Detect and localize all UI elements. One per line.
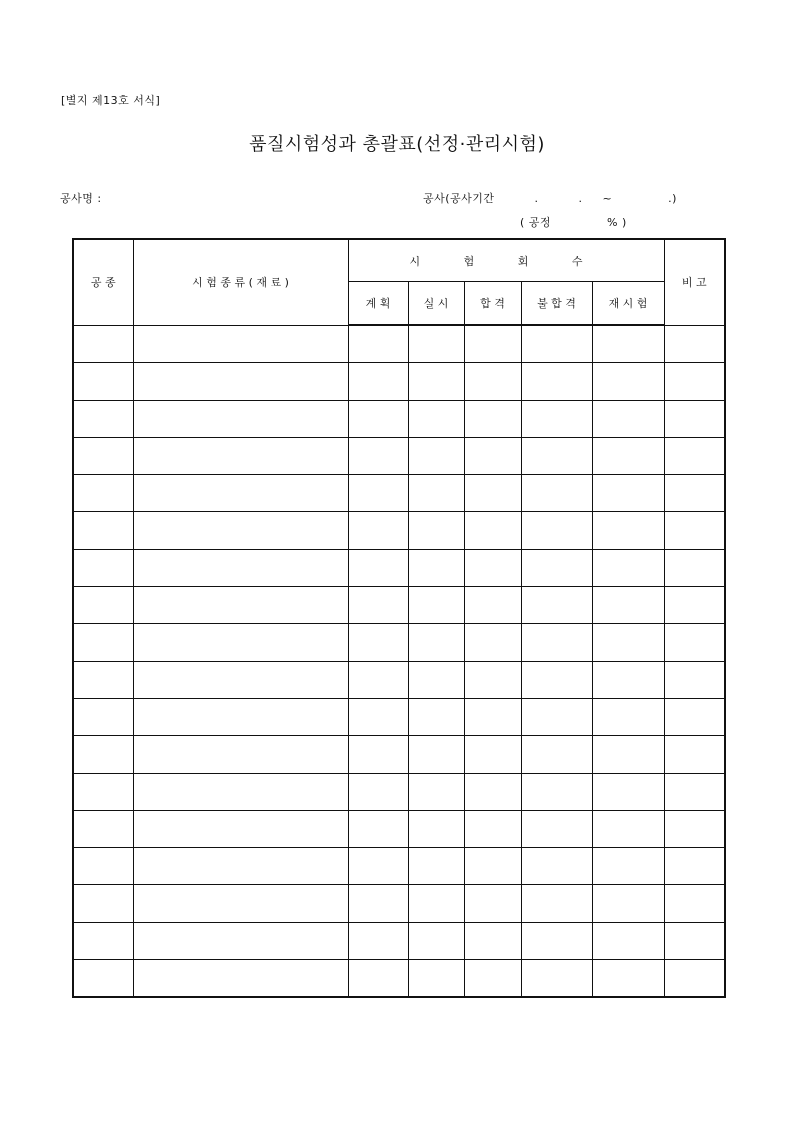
- cell-test-type[interactable]: [133, 512, 348, 549]
- cell-done[interactable]: [408, 773, 464, 810]
- table-row: [73, 549, 725, 586]
- cell-remarks[interactable]: [664, 885, 725, 922]
- cell-plan[interactable]: [348, 549, 408, 586]
- cell-plan[interactable]: [348, 810, 408, 847]
- cell-retest[interactable]: [592, 698, 664, 735]
- cell-fail[interactable]: [521, 549, 592, 586]
- cell-trade[interactable]: [73, 363, 133, 400]
- cell-retest[interactable]: [592, 736, 664, 773]
- table-row: [73, 922, 725, 959]
- header-test-count: 시 험 회 수: [348, 239, 664, 282]
- cell-test-type[interactable]: [133, 475, 348, 512]
- cell-fail[interactable]: [521, 736, 592, 773]
- cell-pass[interactable]: [464, 363, 521, 400]
- cell-retest[interactable]: [592, 325, 664, 363]
- cell-plan[interactable]: [348, 363, 408, 400]
- cell-pass[interactable]: [464, 624, 521, 661]
- cell-plan[interactable]: [348, 736, 408, 773]
- cell-pass[interactable]: [464, 437, 521, 474]
- cell-retest[interactable]: [592, 512, 664, 549]
- progress-label: ( 공정 % ): [520, 216, 627, 229]
- table-row: [73, 885, 725, 922]
- cell-fail[interactable]: [521, 587, 592, 624]
- cell-fail[interactable]: [521, 810, 592, 847]
- cell-test-type[interactable]: [133, 661, 348, 698]
- test-results-table: [72, 238, 726, 998]
- table-row: [73, 848, 725, 885]
- cell-plan[interactable]: [348, 773, 408, 810]
- cell-test-type[interactable]: [133, 848, 348, 885]
- cell-trade[interactable]: [73, 549, 133, 586]
- cell-test-type[interactable]: [133, 736, 348, 773]
- cell-retest[interactable]: [592, 624, 664, 661]
- cell-remarks[interactable]: [664, 960, 725, 998]
- cell-remarks[interactable]: [664, 661, 725, 698]
- cell-fail[interactable]: [521, 325, 592, 363]
- table-row: [73, 400, 725, 437]
- cell-plan[interactable]: [348, 624, 408, 661]
- cell-trade[interactable]: [73, 325, 133, 363]
- cell-remarks[interactable]: [664, 475, 725, 512]
- cell-fail[interactable]: [521, 885, 592, 922]
- cell-plan[interactable]: [348, 587, 408, 624]
- header-fail: 불 합 격: [521, 282, 592, 326]
- cell-trade[interactable]: [73, 400, 133, 437]
- cell-retest[interactable]: [592, 885, 664, 922]
- cell-done[interactable]: [408, 922, 464, 959]
- cell-test-type[interactable]: [133, 624, 348, 661]
- cell-done[interactable]: [408, 437, 464, 474]
- cell-pass[interactable]: [464, 400, 521, 437]
- table-row: [73, 475, 725, 512]
- cell-pass[interactable]: [464, 773, 521, 810]
- cell-fail[interactable]: [521, 400, 592, 437]
- cell-remarks[interactable]: [664, 698, 725, 735]
- cell-pass[interactable]: [464, 698, 521, 735]
- cell-trade[interactable]: [73, 587, 133, 624]
- cell-trade[interactable]: [73, 922, 133, 959]
- header-pass: 합 격: [464, 282, 521, 326]
- cell-pass[interactable]: [464, 661, 521, 698]
- cell-plan[interactable]: [348, 512, 408, 549]
- cell-remarks[interactable]: [664, 325, 725, 363]
- cell-plan[interactable]: [348, 475, 408, 512]
- cell-pass[interactable]: [464, 922, 521, 959]
- cell-remarks[interactable]: [664, 773, 725, 810]
- cell-pass[interactable]: [464, 475, 521, 512]
- project-name-label: 공사명 :: [60, 192, 102, 205]
- cell-plan[interactable]: [348, 661, 408, 698]
- cell-done[interactable]: [408, 624, 464, 661]
- cell-trade[interactable]: [73, 661, 133, 698]
- cell-remarks[interactable]: [664, 587, 725, 624]
- cell-trade[interactable]: [73, 512, 133, 549]
- cell-done[interactable]: [408, 363, 464, 400]
- cell-done[interactable]: [408, 400, 464, 437]
- table-row: [73, 661, 725, 698]
- cell-test-type[interactable]: [133, 437, 348, 474]
- cell-fail[interactable]: [521, 848, 592, 885]
- cell-retest[interactable]: [592, 549, 664, 586]
- cell-trade[interactable]: [73, 848, 133, 885]
- cell-pass[interactable]: [464, 848, 521, 885]
- cell-done[interactable]: [408, 549, 464, 586]
- cell-test-type[interactable]: [133, 885, 348, 922]
- table-row: [73, 437, 725, 474]
- cell-remarks[interactable]: [664, 736, 725, 773]
- cell-done[interactable]: [408, 475, 464, 512]
- cell-retest[interactable]: [592, 363, 664, 400]
- cell-remarks[interactable]: [664, 400, 725, 437]
- table-body: [73, 325, 725, 997]
- header-test-type: 시 험 종 류 ( 재 료 ): [133, 239, 348, 325]
- cell-plan[interactable]: [348, 848, 408, 885]
- cell-pass[interactable]: [464, 325, 521, 363]
- cell-retest[interactable]: [592, 848, 664, 885]
- cell-pass[interactable]: [464, 885, 521, 922]
- cell-trade[interactable]: [73, 736, 133, 773]
- table-row: [73, 512, 725, 549]
- cell-pass[interactable]: [464, 736, 521, 773]
- cell-fail[interactable]: [521, 512, 592, 549]
- cell-fail[interactable]: [521, 960, 592, 998]
- form-number-label: [별지 제13호 서식]: [61, 94, 161, 107]
- cell-done[interactable]: [408, 587, 464, 624]
- cell-retest[interactable]: [592, 773, 664, 810]
- cell-remarks[interactable]: [664, 848, 725, 885]
- cell-plan[interactable]: [348, 885, 408, 922]
- cell-test-type[interactable]: [133, 400, 348, 437]
- table-row: [73, 587, 725, 624]
- cell-plan[interactable]: [348, 325, 408, 363]
- table-row: [73, 363, 725, 400]
- table-row: [73, 325, 725, 363]
- cell-trade[interactable]: [73, 437, 133, 474]
- cell-fail[interactable]: [521, 363, 592, 400]
- cell-retest[interactable]: [592, 587, 664, 624]
- cell-retest[interactable]: [592, 475, 664, 512]
- cell-retest[interactable]: [592, 810, 664, 847]
- cell-remarks[interactable]: [664, 363, 725, 400]
- cell-done[interactable]: [408, 698, 464, 735]
- table-row: [73, 698, 725, 735]
- cell-pass[interactable]: [464, 549, 521, 586]
- cell-trade[interactable]: [73, 698, 133, 735]
- cell-retest[interactable]: [592, 400, 664, 437]
- header-done: 실 시: [408, 282, 464, 326]
- cell-pass[interactable]: [464, 587, 521, 624]
- cell-fail[interactable]: [521, 475, 592, 512]
- cell-retest[interactable]: [592, 922, 664, 959]
- cell-test-type[interactable]: [133, 698, 348, 735]
- cell-test-type[interactable]: [133, 810, 348, 847]
- cell-done[interactable]: [408, 325, 464, 363]
- cell-done[interactable]: [408, 848, 464, 885]
- cell-done[interactable]: [408, 512, 464, 549]
- cell-trade[interactable]: [73, 885, 133, 922]
- table-row: [73, 960, 725, 998]
- cell-plan[interactable]: [348, 698, 408, 735]
- cell-done[interactable]: [408, 661, 464, 698]
- cell-fail[interactable]: [521, 437, 592, 474]
- cell-remarks[interactable]: [664, 624, 725, 661]
- cell-fail[interactable]: [521, 698, 592, 735]
- cell-test-type[interactable]: [133, 922, 348, 959]
- cell-trade[interactable]: [73, 810, 133, 847]
- header-trade: 공 종: [73, 239, 133, 325]
- cell-test-type[interactable]: [133, 773, 348, 810]
- cell-remarks[interactable]: [664, 437, 725, 474]
- header-plan: 계 획: [348, 282, 408, 326]
- cell-pass[interactable]: [464, 810, 521, 847]
- cell-fail[interactable]: [521, 661, 592, 698]
- cell-done[interactable]: [408, 736, 464, 773]
- table-row: [73, 736, 725, 773]
- cell-remarks[interactable]: [664, 922, 725, 959]
- cell-trade[interactable]: [73, 960, 133, 998]
- cell-plan[interactable]: [348, 960, 408, 998]
- cell-test-type[interactable]: [133, 960, 348, 998]
- cell-retest[interactable]: [592, 960, 664, 998]
- cell-done[interactable]: [408, 885, 464, 922]
- cell-remarks[interactable]: [664, 512, 725, 549]
- table-row: [73, 773, 725, 810]
- cell-test-type[interactable]: [133, 587, 348, 624]
- table-row: [73, 624, 725, 661]
- cell-plan[interactable]: [348, 437, 408, 474]
- cell-test-type[interactable]: [133, 549, 348, 586]
- cell-trade[interactable]: [73, 475, 133, 512]
- header-retest: 재 시 험: [592, 282, 664, 326]
- table-row: [73, 810, 725, 847]
- cell-trade[interactable]: [73, 624, 133, 661]
- cell-pass[interactable]: [464, 960, 521, 998]
- cell-pass[interactable]: [464, 512, 521, 549]
- cell-retest[interactable]: [592, 437, 664, 474]
- cell-done[interactable]: [408, 960, 464, 998]
- cell-fail[interactable]: [521, 773, 592, 810]
- cell-remarks[interactable]: [664, 810, 725, 847]
- cell-fail[interactable]: [521, 922, 592, 959]
- project-period-label: 공사(공사기간 . . ~ .): [423, 192, 677, 205]
- cell-fail[interactable]: [521, 624, 592, 661]
- cell-plan[interactable]: [348, 922, 408, 959]
- cell-retest[interactable]: [592, 661, 664, 698]
- cell-remarks[interactable]: [664, 549, 725, 586]
- header-remarks: 비 고: [664, 239, 725, 325]
- page-title: 품질시험성과 총괄표(선정·관리시험): [249, 134, 545, 155]
- cell-trade[interactable]: [73, 773, 133, 810]
- cell-plan[interactable]: [348, 400, 408, 437]
- cell-test-type[interactable]: [133, 363, 348, 400]
- cell-done[interactable]: [408, 810, 464, 847]
- cell-test-type[interactable]: [133, 325, 348, 363]
